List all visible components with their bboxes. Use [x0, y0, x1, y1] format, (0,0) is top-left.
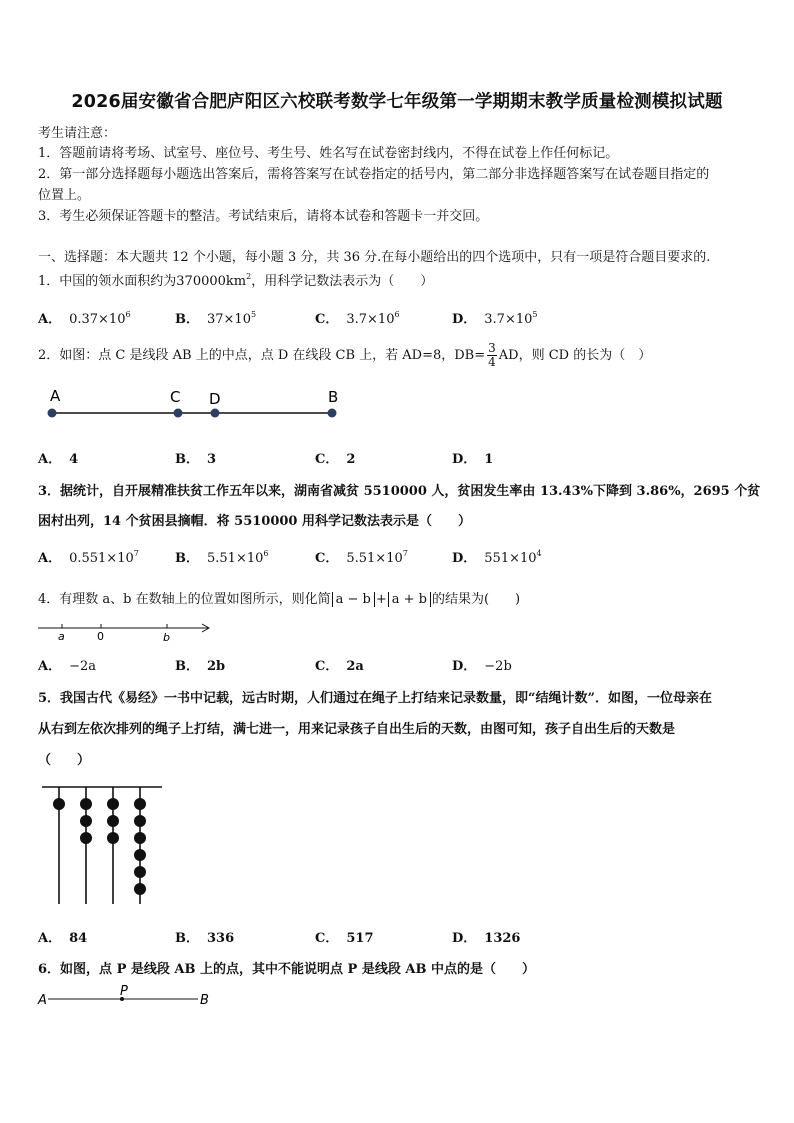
q4-abs-2: a + b — [388, 592, 431, 607]
q5-option-c[interactable]: C． 517 — [315, 931, 374, 946]
question-4: 4．有理数 a、b 在数轴上的位置如图所示，则化简 a − b + a + b 的结果为( ) — [38, 592, 521, 607]
knot — [134, 798, 146, 810]
question-6: 6．如图，点 P 是线段 AB 上的点，其中不能说明点 P 是线段 AB 中点的是（ ） — [38, 962, 535, 977]
q5-knot-diagram — [38, 782, 168, 907]
q5-option-d[interactable]: D． 1326 — [452, 931, 521, 946]
q2-option-a[interactable]: A． 4 — [38, 452, 79, 467]
notice-item-1: 1．答题前请将考场、试室号、座位号、考生号、姓名写在试卷密封线内，不得在试卷上作任何标记。 — [38, 146, 619, 161]
knot — [80, 815, 92, 827]
notice-heading: 考生请注意： — [38, 126, 117, 141]
knot — [134, 832, 146, 844]
axis-label-b: b — [163, 631, 170, 644]
knot — [134, 815, 146, 827]
q4-number-line — [38, 618, 218, 646]
question-3-line-1: 3．据统计，自开展精准扶贫工作五年以来，湖南省减贫 5510000 人，贫困发生率由 13.43%下降到 3.86%，2695 个贫 — [38, 484, 761, 499]
point-a — [48, 409, 57, 418]
knot — [80, 798, 92, 810]
question-2: 2．如图：点 C 是线段 AB 上的中点，点 D 在线段 CB 上，若 AD=8，DB= $\frac{3}{4}$ AD，则 CD 的长为（ ） — [38, 341, 652, 369]
q3-option-b[interactable]: B． $5.51\times 10^6$ — [175, 549, 269, 566]
label-a: A — [50, 387, 61, 405]
question-3-line-2: 困村出列，14 个贫困县摘帽．将 5510000 用科学记数法表示是（ ） — [38, 514, 471, 529]
question-1 — [38, 270, 433, 289]
q4-abs-1: a − b — [332, 592, 375, 607]
q1-sup: 2 — [246, 272, 252, 281]
q4-option-d[interactable]: D． −2b — [452, 659, 512, 674]
knot — [53, 798, 65, 810]
q3-option-c[interactable]: C． $5.51\times 10^7$ — [315, 549, 408, 566]
q4-option-a[interactable]: A． −2a — [38, 659, 97, 674]
q1-pre: 1．中国的领水面积约为 — [38, 274, 177, 289]
notice-item-3: 3．考生必须保证答题卡的整洁。考试结束后，请将本试卷和答题卡一并交回。 — [38, 209, 489, 224]
q3-option-a[interactable]: A． $0.551\times 10^7$ — [38, 549, 139, 566]
q6-segment-diagram — [36, 983, 226, 1011]
label-c: C — [170, 388, 181, 406]
point-c — [174, 409, 183, 418]
knot — [107, 798, 119, 810]
q2-option-c[interactable]: C． 2 — [315, 452, 356, 467]
label-p: P — [120, 984, 128, 999]
q2-option-d[interactable]: D． 1 — [452, 452, 494, 467]
point-d — [211, 409, 220, 418]
q4-option-c[interactable]: C． 2a — [315, 659, 364, 674]
axis-label-0: 0 — [97, 630, 104, 643]
knot — [107, 815, 119, 827]
question-5-line-1: 5．我国古代《易经》一书中记载，远古时期，人们通过在绳子上打结来记录数量，即“结绳计数”．如图，一位母亲在 — [38, 691, 713, 706]
q5-option-a[interactable]: A． 84 — [38, 931, 88, 946]
question-5-line-3: （ ） — [38, 753, 91, 768]
q1-option-a[interactable]: A． $0.37\times 10^6$ — [38, 310, 131, 327]
q1-option-d[interactable]: D． $3.7\times 10^5$ — [452, 310, 538, 327]
q2-segment-diagram — [38, 385, 358, 425]
label-a: A — [38, 993, 47, 1008]
knot — [134, 883, 146, 895]
label-b: B — [200, 993, 209, 1008]
label-d: D — [209, 390, 221, 408]
point-b — [328, 409, 337, 418]
q1-post: ，用科学记数法表示为（ ） — [251, 274, 434, 289]
axis-label-a: a — [58, 630, 65, 643]
q5-option-b[interactable]: B． 336 — [175, 931, 235, 946]
q1-option-c[interactable]: C． $3.7\times 10^6$ — [315, 310, 400, 327]
knot — [80, 832, 92, 844]
q3-option-d[interactable]: D． $551\times 10^4$ — [452, 549, 542, 566]
section-heading: 一、选择题：本大题共 12 个小题，每小题 3 分，共 36 分.在每小题给出的四个选项中，只有一项是符合题目要求的. — [38, 250, 711, 265]
q1-option-b[interactable]: B． $37\times 10^5$ — [175, 310, 257, 327]
notice-item-2-cont: 位置上。 — [38, 188, 91, 203]
knot — [134, 866, 146, 878]
knot — [134, 849, 146, 861]
label-b: B — [328, 388, 339, 406]
q2-option-b[interactable]: B． 3 — [175, 452, 217, 467]
knot — [107, 832, 119, 844]
q2-fraction: $\frac{3}{4}$ — [488, 341, 496, 369]
q4-option-b[interactable]: B． 2b — [175, 659, 226, 674]
question-5-line-2: 从右到左依次排列的绳子上打结，满七进一，用来记录孩子自出生后的天数，由图可知，孩子自出生后的天数是 — [38, 722, 676, 737]
page-title: 2026届安徽省合肥庐阳区六校联考数学七年级第一学期期末教学质量检测模拟试题 — [71, 92, 723, 112]
notice-item-2: 2．第一部分选择题每小题选出答案后，需将答案写在试卷指定的括号内，第二部分非选择题答案写在试卷题目指定的 — [38, 167, 710, 182]
q1-value: 370000km — [176, 274, 247, 289]
